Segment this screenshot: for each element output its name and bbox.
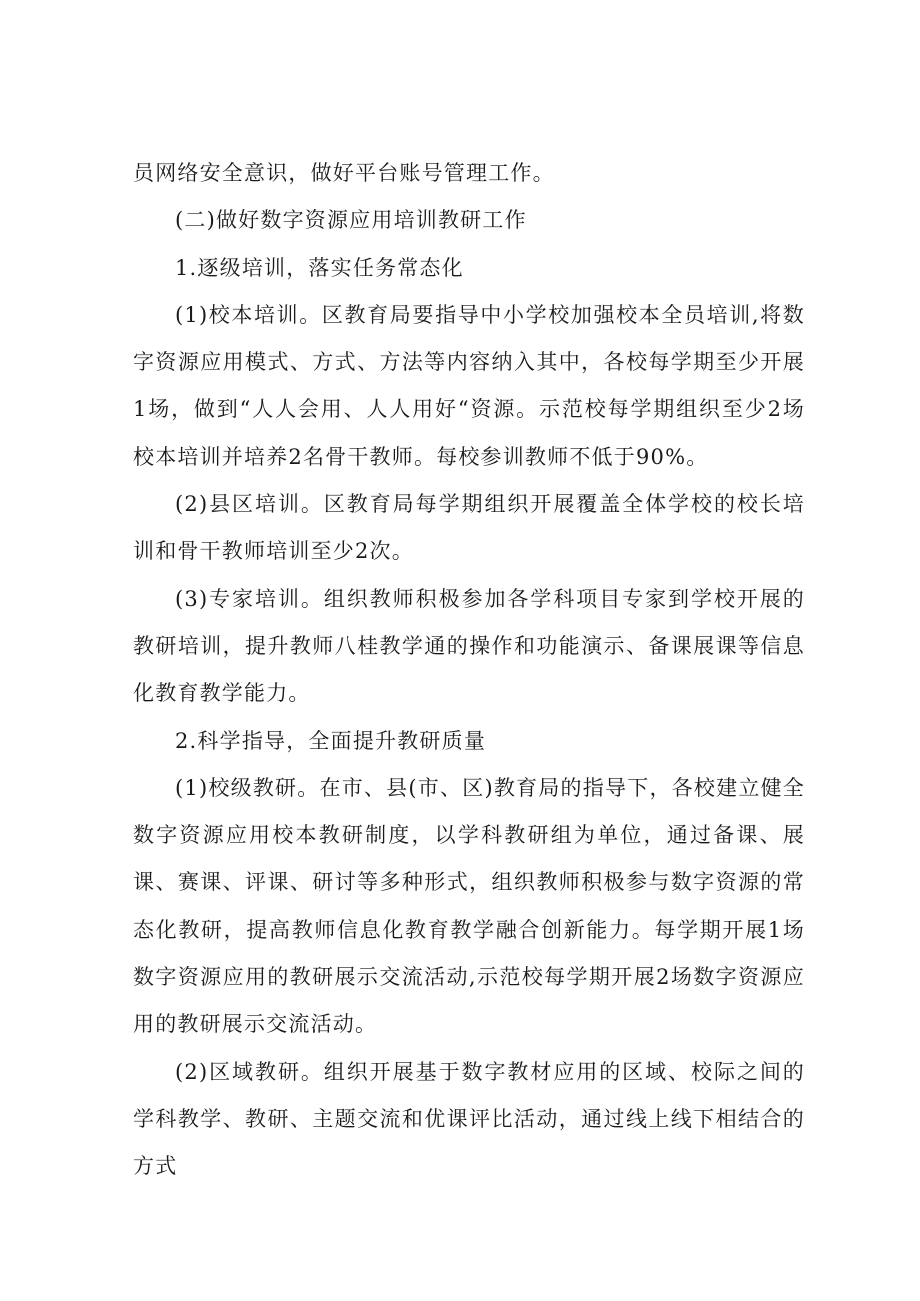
section-heading: (二)做好数字资源应用培训教研工作 [175,208,527,233]
paragraph-expert-training: (3)专家培训。组织教师积极参加各学科项目专家到学校开展的教研培训，提升教师八桂教学通的操作和功能演示、备课展课等信息化教育教学能力。 [133,586,805,706]
paragraph-continuation: 员网络安全意识，做好平台账号管理工作。 [133,161,555,185]
paragraph-county-training: (2)县区培训。区教育局每学期组织开展覆盖全体学校的校长培训和骨干教师培训至少2次。 [133,492,805,564]
paragraph-regional-research: (2)区域教研。组织开展基于数字教材应用的区域、校际之间的学科教学、教研、主题交流和优课评比活动，通过线上线下相结合的方式 [133,1059,805,1179]
paragraph-school-research: (1)校级教研。在市、县(市、区)教育局的指导下，各校建立健全数字资源应用校本教研制度，以学科教研组为单位，通过备课、展课、赛课、评课、研讨等多种形式，组织教师积极参与数字资源的常态化教研，提高教师信息化教育教学融合创新能力。每学期开展1场数字资源应用的教研展示交流活动,示范校每学期开展2场数字资源应用的教研展示交流活动。 [133,775,805,1037]
subsection-heading: 1.逐级培训，落实任务常态化 [175,255,464,280]
paragraph-school-training: (1)校本培训。区教育局要指导中小学校加强校本全员培训,将数字资源应用模式、方式、方法等内容纳入其中，各校每学期至少开展1场，做到“人人会用、人人用好“资源。示范校每学期组织至少2场校本培训并培养2名骨干教师。每校参训教师不低于90%。 [133,302,805,469]
document-body [133,150,805,1191]
subsection-heading: 2.科学指导，全面提升教研质量 [175,728,487,753]
